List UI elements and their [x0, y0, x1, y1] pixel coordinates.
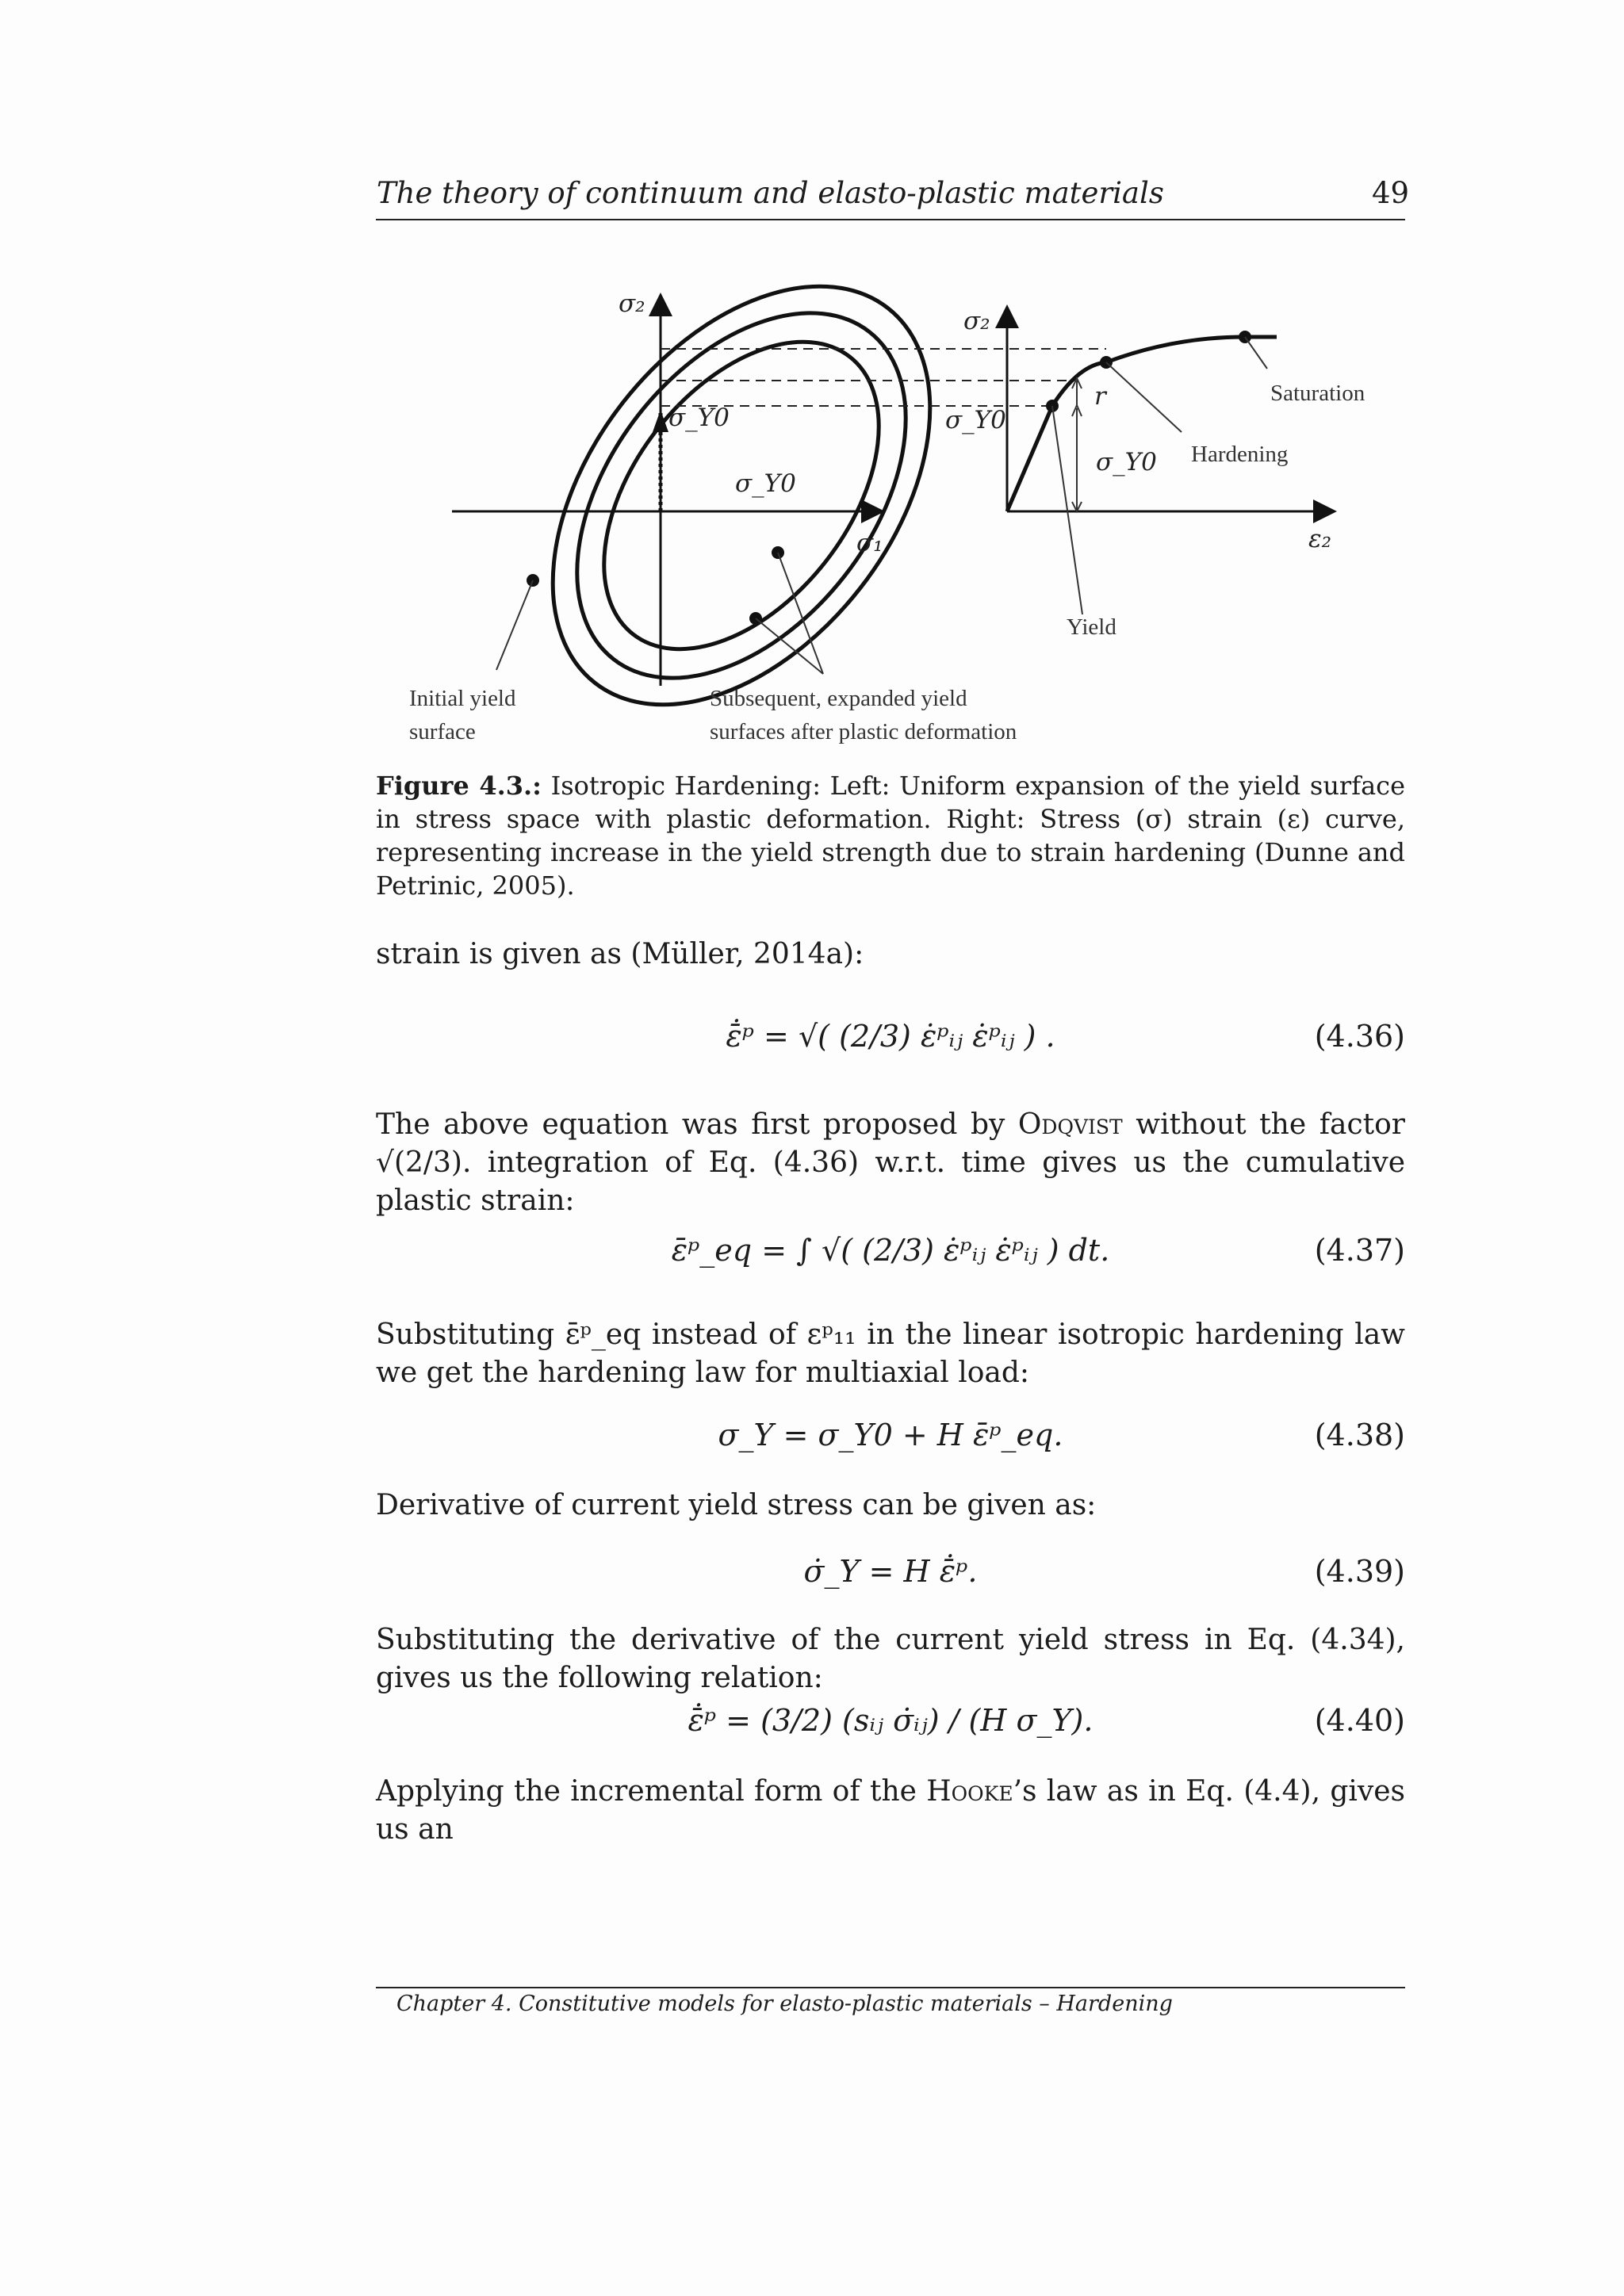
equation-4-38-number: (4.38) — [1314, 1418, 1405, 1452]
equation-4-39-body: σ̇_Y = H ε̄̇ᵖ. — [803, 1554, 978, 1589]
equation-4-38-body: σ_Y = σ_Y0 + H ε̄ᵖ_eq. — [718, 1418, 1063, 1452]
yield-label: Yield — [1067, 614, 1116, 640]
paragraph-odqvist — [376, 1106, 1405, 1220]
paragraph-intro: strain is given as (Müller, 2014a): — [376, 938, 864, 970]
caption-text: Isotropic Hardening: Left: Uniform expansion of the yield surface in stress space with plastic deformation. Right: Stress (σ) strain (ε) curve, representing increase in the yield strength due to strain hardening (Dunne and Petrinic, 2005). — [376, 771, 1406, 901]
p2-name-odqvist: Odqvist — [1017, 1108, 1123, 1141]
p6-name-hooke: Hooke — [926, 1775, 1013, 1808]
subsequent-label-line2: surfaces after plastic deformation — [710, 719, 1017, 744]
running-header-title: The theory of continuum and elasto-plastic materials — [377, 176, 1164, 210]
hardening-curve — [1052, 337, 1277, 406]
left-sigma2-label: σ₂ — [619, 289, 645, 318]
right-sigma2-label: σ₂ — [963, 307, 990, 335]
equation-4-37-body: ε̄ᵖ_eq = ∫ √( (2/3) ε̇ᵖᵢⱼ ε̇ᵖᵢⱼ ) dt. — [671, 1233, 1110, 1268]
isotropic-hardening-figure — [349, 274, 1411, 749]
footer-rule — [376, 1987, 1405, 1988]
equation-4-40-number: (4.40) — [1314, 1703, 1405, 1738]
right-stress-strain-diagram — [945, 307, 1365, 640]
elastic-line — [1007, 406, 1052, 511]
page-number: 49 — [1372, 176, 1410, 210]
left-yield-surface-diagram — [409, 274, 1017, 749]
left-sigma-y0-inner: σ_Y0 — [735, 469, 796, 498]
paragraph-relation: Substituting the derivative of the current yield stress in Eq. (4.34), gives us the following relation: — [376, 1624, 1405, 1694]
p6-text-a: Applying the incremental form of the — [376, 1775, 927, 1808]
paragraph-substituting: Substituting ε̄ᵖ_eq instead of εᵖ₁₁ in the linear isotropic hardening law we get the hardening law for multiaxial load: — [376, 1318, 1405, 1389]
equation-4-36 — [376, 1019, 1405, 1066]
p6-text-b: ’s law as in Eq. (4.4), gives us an — [376, 1775, 1405, 1846]
running-footer: Chapter 4. Constitutive models for elasto-plastic materials – Hardening — [396, 1992, 1173, 2016]
left-sigma-y0-top: σ_Y0 — [668, 404, 730, 432]
saturation-label: Saturation — [1270, 381, 1365, 406]
equation-4-40 — [376, 1703, 1405, 1751]
caption-label: Figure 4.3.: — [376, 771, 542, 801]
equation-4-38 — [376, 1418, 1405, 1465]
equation-4-36-body: ε̄̇ᵖ = √( (2/3) ε̇ᵖᵢⱼ ε̇ᵖᵢⱼ ) . — [726, 1019, 1055, 1054]
initial-yield-label-line1: Initial yield — [409, 686, 516, 711]
equation-4-37 — [376, 1233, 1405, 1280]
equation-4-39-number: (4.39) — [1314, 1554, 1405, 1589]
paragraph-hooke — [376, 1773, 1405, 1849]
paragraph-derivative: Derivative of current yield stress can be given as: — [376, 1489, 1097, 1521]
right-sigma-y0-arrow: σ_Y0 — [1096, 448, 1157, 476]
header-rule — [376, 219, 1405, 220]
p2-text-b: without the factor √(2/3). integration of Eq. (4.36) w.r.t. time gives us the cumulative plastic strain: — [376, 1108, 1405, 1217]
equation-4-40-body: ε̄̇ᵖ = (3/2) (sᵢⱼ σ̇ᵢⱼ) / (H σ_Y). — [688, 1703, 1094, 1738]
subsequent-label-line1: Subsequent, expanded yield — [710, 686, 967, 711]
left-sigma1-label: σ₁ — [856, 529, 883, 557]
equation-4-37-number: (4.37) — [1314, 1233, 1405, 1268]
hardening-label: Hardening — [1191, 442, 1289, 467]
p2-text-a: The above equation was first proposed by — [376, 1108, 1018, 1141]
figure-caption — [376, 769, 1405, 902]
equation-4-36-number: (4.36) — [1314, 1019, 1405, 1054]
right-sigma-y0-left: σ_Y0 — [945, 406, 1006, 434]
right-eps2-label: ε₂ — [1308, 525, 1332, 553]
initial-yield-label-line2: surface — [409, 719, 476, 744]
r-label: r — [1094, 382, 1106, 411]
equation-4-39 — [376, 1554, 1405, 1601]
